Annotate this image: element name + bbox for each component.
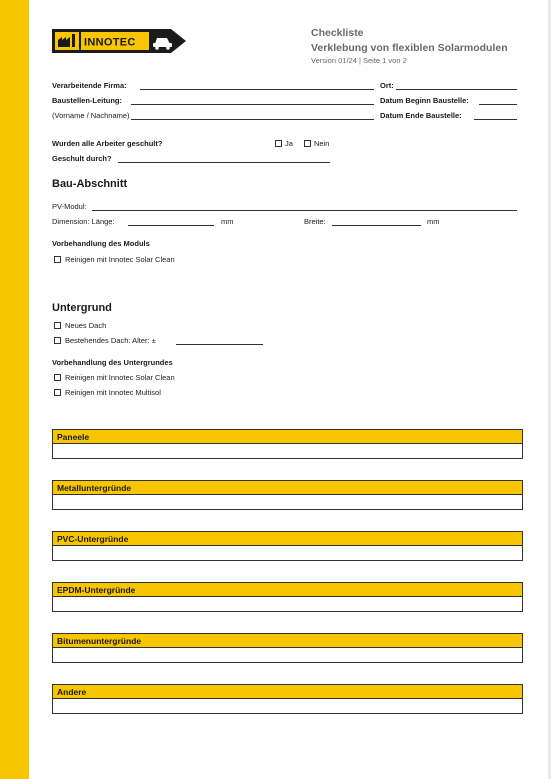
- section-paneele-field[interactable]: [52, 444, 523, 459]
- ort-field[interactable]: [396, 89, 517, 90]
- breite-field[interactable]: [332, 225, 421, 226]
- pv-modul-label: PV-Modul:: [52, 202, 87, 211]
- ende-label: Datum Ende Baustelle:: [380, 111, 462, 120]
- dach-alter-field[interactable]: [176, 344, 263, 345]
- breite-unit: mm: [427, 217, 440, 226]
- doc-subtitle: Verklebung von flexiblen Solarmodulen: [311, 42, 508, 54]
- section-andere-header: Andere: [52, 684, 523, 699]
- modul-reinigen-label: Reinigen mit Innotec Solar Clean: [65, 255, 175, 264]
- untergrund-solarclean-label: Reinigen mit Innotec Solar Clean: [65, 373, 175, 382]
- breite-label: Breite:: [304, 217, 326, 226]
- ende-field[interactable]: [474, 119, 517, 120]
- untergrund-vorbehandlung-heading: Vorbehandlung des Untergrundes: [52, 358, 173, 367]
- neues-dach-checkbox[interactable]: [54, 322, 61, 329]
- untergrund-multisol-label: Reinigen mit Innotec Multisol: [65, 388, 161, 397]
- section-metall-field[interactable]: [52, 495, 523, 510]
- section-epdm-header: EPDM-Untergründe: [52, 582, 523, 597]
- modul-reinigen-checkbox[interactable]: [54, 256, 61, 263]
- ort-label: Ort:: [380, 81, 394, 90]
- beginn-field[interactable]: [479, 104, 517, 105]
- doc-title: Checkliste: [311, 27, 364, 39]
- section-pvc-field[interactable]: [52, 546, 523, 561]
- geschult-durch-label: Geschult durch?: [52, 154, 112, 163]
- name-field[interactable]: [131, 119, 374, 120]
- firma-label: Verarbeitende Firma:: [52, 81, 127, 90]
- yellow-side-stripe: [0, 0, 29, 779]
- section-paneele-header: Paneele: [52, 429, 523, 444]
- section-bitumen-field[interactable]: [52, 648, 523, 663]
- bau-heading: Bau-Abschnitt: [52, 178, 128, 190]
- name-hint: (Vorname / Nachname): [52, 111, 130, 120]
- bestehendes-dach-checkbox[interactable]: [54, 337, 61, 344]
- ja-label: Ja: [285, 139, 293, 148]
- beginn-label: Datum Beginn Baustelle:: [380, 96, 469, 105]
- untergrund-solarclean-checkbox[interactable]: [54, 374, 61, 381]
- pv-modul-field[interactable]: [92, 210, 517, 211]
- innotec-logo: [52, 29, 186, 53]
- factory-icon: [55, 32, 79, 50]
- firma-field[interactable]: [140, 89, 374, 90]
- section-metall-header: Metalluntergründe: [52, 480, 523, 495]
- section-andere-field[interactable]: [52, 699, 523, 714]
- geschult-durch-field[interactable]: [118, 162, 330, 163]
- nein-checkbox[interactable]: [304, 140, 311, 147]
- leitung-field[interactable]: [131, 104, 374, 105]
- untergrund-heading: Untergrund: [52, 302, 112, 314]
- doc-version: Version 01/24 | Seite 1 von 2: [311, 56, 407, 65]
- ja-checkbox[interactable]: [275, 140, 282, 147]
- logo-text: INNOTEC: [84, 36, 136, 49]
- neues-dach-label: Neues Dach: [65, 321, 107, 330]
- bestehendes-dach-label: Bestehendes Dach: Alter: ±: [65, 336, 156, 345]
- section-epdm-field[interactable]: [52, 597, 523, 612]
- laenge-unit: mm: [221, 217, 234, 226]
- modul-vorbehandlung-heading: Vorbehandlung des Moduls: [52, 239, 150, 248]
- nein-label: Nein: [314, 139, 330, 148]
- untergrund-multisol-checkbox[interactable]: [54, 389, 61, 396]
- geschult-question: Wurden alle Arbeiter geschult?: [52, 139, 163, 148]
- laenge-field[interactable]: [128, 225, 214, 226]
- leitung-label: Baustellen-Leitung:: [52, 96, 123, 105]
- section-bitumen-header: Bitumenuntergründe: [52, 633, 523, 648]
- section-pvc-header: PVC-Untergründe: [52, 531, 523, 546]
- laenge-label: Dimension: Länge:: [52, 217, 115, 226]
